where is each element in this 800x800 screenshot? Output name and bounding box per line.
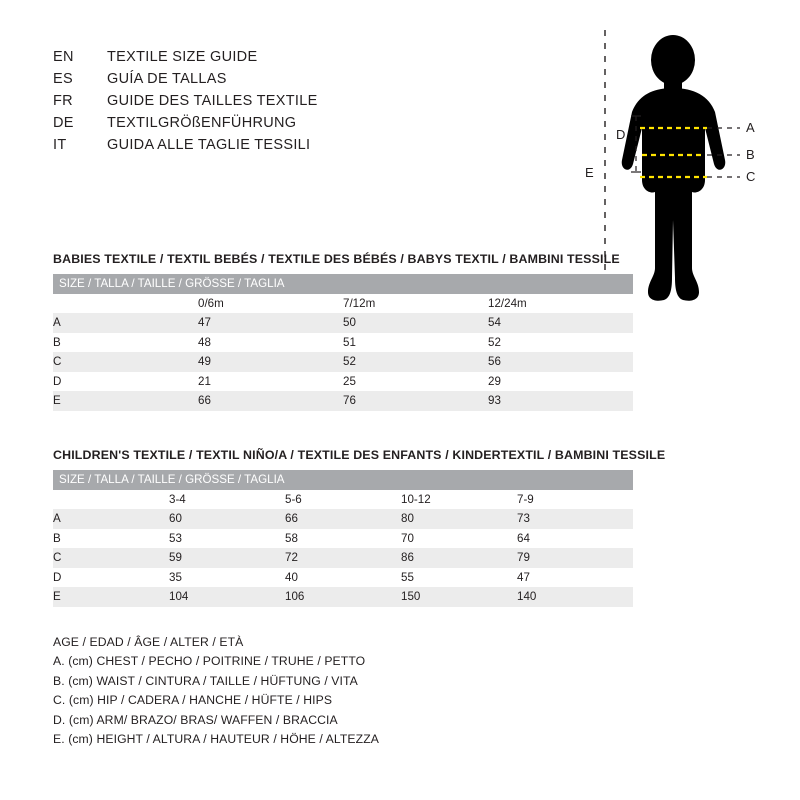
cell: 47	[517, 570, 530, 584]
row-label: B	[53, 335, 61, 349]
language-title-block	[53, 46, 318, 156]
language-title: GUIDE DES TAILLES TEXTILE	[107, 93, 318, 109]
cell: 140	[517, 587, 633, 607]
cell: 73	[517, 509, 633, 529]
cell: 66	[198, 391, 343, 411]
column-header: 5-6	[285, 492, 302, 506]
table-header-row	[53, 274, 633, 294]
cell: 79	[517, 548, 633, 568]
table-row	[53, 490, 633, 510]
language-code: DE	[53, 115, 74, 131]
cell: 86	[401, 548, 517, 568]
table-row	[53, 391, 633, 411]
cell: 29	[488, 374, 501, 388]
language-title: TEXTILGRÖßENFÜHRUNG	[107, 115, 297, 131]
cell: 66	[285, 509, 401, 529]
cell: 21	[198, 374, 211, 388]
cell: 104	[169, 587, 285, 607]
language-row	[53, 90, 318, 112]
cell: 55	[401, 570, 414, 584]
language-code: IT	[53, 137, 67, 153]
cell: 35	[169, 570, 182, 584]
table-row	[53, 587, 633, 607]
cell: 48	[198, 335, 211, 349]
column-header: 7-9	[517, 492, 534, 506]
figure-label-b: B	[746, 147, 755, 162]
language-row	[53, 46, 318, 68]
cell: 25	[343, 374, 356, 388]
cell: 59	[169, 548, 285, 568]
language-title: GUIDA ALLE TAGLIE TESSILI	[107, 137, 311, 153]
column-header: 0/6m	[198, 296, 224, 310]
table-header-row	[53, 470, 633, 490]
babies-section-title: BABIES TEXTILE / TEXTIL BEBÉS / TEXTILE DES BÉBÉS / BABYS TEXTIL / BAMBINI TESSILE	[53, 252, 620, 266]
cell: 40	[285, 570, 298, 584]
cell: 60	[169, 509, 285, 529]
legend-item: C. (cm) HIP / CADERA / HANCHE / HÜFTE / HIPS	[53, 693, 333, 708]
cell: 64	[517, 531, 530, 545]
language-code: EN	[53, 49, 74, 65]
row-label: B	[53, 531, 61, 545]
legend-item: AGE / EDAD / ÂGE / ALTER / ETÀ	[53, 635, 244, 649]
cell: 58	[285, 531, 298, 545]
column-header: 10-12	[401, 492, 431, 506]
row-label: A	[53, 509, 169, 529]
cell: 150	[401, 587, 517, 607]
cell: 72	[285, 548, 401, 568]
table-row	[53, 548, 633, 568]
cell: 76	[343, 391, 488, 411]
row-label: A	[53, 313, 198, 333]
children-size-table	[53, 470, 633, 607]
cell: 52	[488, 335, 501, 349]
children-section-title: CHILDREN'S TEXTILE / TEXTIL NIÑO/A / TEXTILE DES ENFANTS / KINDERTEXTIL / BAMBINI TESSILE	[53, 448, 666, 462]
legend-item: B. (cm) WAIST / CINTURA / TAILLE / HÜFTUNG / VITA	[53, 673, 358, 688]
figure-label-e: E	[585, 165, 594, 180]
row-label: C	[53, 548, 169, 568]
table-row	[53, 294, 633, 314]
child-silhouette	[622, 35, 726, 301]
cell: 52	[343, 352, 488, 372]
language-title: GUÍA DE TALLAS	[107, 71, 227, 87]
language-code: ES	[53, 71, 73, 87]
cell: 93	[488, 391, 633, 411]
cell: 49	[198, 352, 343, 372]
babies-section	[53, 252, 633, 411]
cell: 106	[285, 587, 401, 607]
children-header-label: SIZE / TALLA / TAILLE / GRÖSSE / TAGLIA	[53, 470, 633, 490]
row-label: E	[53, 391, 198, 411]
children-section	[53, 448, 666, 607]
language-row	[53, 68, 318, 90]
table-row	[53, 313, 633, 333]
cell: 51	[343, 335, 356, 349]
table-row	[53, 529, 633, 549]
measurement-legend	[53, 633, 379, 749]
babies-header-label: SIZE / TALLA / TAILLE / GRÖSSE / TAGLIA	[53, 274, 633, 294]
language-title: TEXTILE SIZE GUIDE	[107, 49, 258, 65]
language-row	[53, 134, 318, 156]
row-label	[53, 294, 198, 314]
row-label: D	[53, 570, 62, 584]
table-row	[53, 333, 633, 353]
row-label: D	[53, 374, 62, 388]
cell: 70	[401, 531, 414, 545]
legend-item: D. (cm) ARM/ BRAZO/ BRAS/ WAFFEN / BRACCIA	[53, 712, 338, 727]
legend-item: E. (cm) HEIGHT / ALTURA / HAUTEUR / HÖHE / ALTEZZA	[53, 732, 379, 747]
row-label: E	[53, 587, 169, 607]
cell: 54	[488, 313, 633, 333]
row-label: C	[53, 352, 198, 372]
column-header: 7/12m	[343, 296, 376, 310]
language-row	[53, 112, 318, 134]
column-header: 3-4	[169, 492, 186, 506]
table-row	[53, 568, 633, 588]
table-row	[53, 352, 633, 372]
figure-label-c: C	[746, 169, 756, 184]
cell: 80	[401, 509, 517, 529]
table-row	[53, 509, 633, 529]
legend-item: A. (cm) CHEST / PECHO / POITRINE / TRUHE / PETTO	[53, 654, 366, 669]
figure-label-d: D	[616, 127, 626, 142]
table-row	[53, 372, 633, 392]
cell: 47	[198, 313, 343, 333]
figure-label-a: A	[746, 120, 755, 135]
cell: 53	[169, 531, 182, 545]
cell: 56	[488, 352, 633, 372]
column-header: 12/24m	[488, 296, 527, 310]
language-code: FR	[53, 93, 73, 109]
babies-size-table	[53, 274, 633, 411]
row-label	[53, 490, 169, 510]
cell: 50	[343, 313, 488, 333]
